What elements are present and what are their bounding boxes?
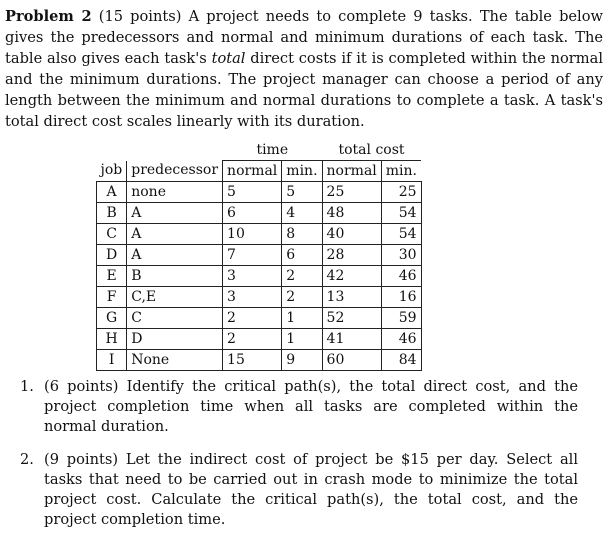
cell-predecessor: A [127,224,223,245]
task-table [96,140,422,371]
cell-time-min: 2 [282,287,322,308]
question-text: (9 points) Let the indirect cost of project be $15 per day. Select all tasks that need to be carried out in crash mode to minimize the total project cost. Calculate the critical path(s), the total cost, and the project completion time. [44,451,578,528]
cell-time-min: 6 [282,245,322,266]
cell-cost-normal: 28 [322,245,381,266]
header-cost-min: min. [381,161,421,182]
table-row [97,308,422,329]
table-group-header [97,140,422,161]
cell-time-normal: 7 [223,245,282,266]
problem-points: (15 points) [98,8,182,25]
problem-title: Problem 2 [5,8,92,25]
cell-job: B [97,203,127,224]
cell-cost-normal: 60 [322,350,381,371]
header-cost-normal: normal [322,161,381,182]
cell-time-normal: 2 [223,308,282,329]
cell-time-min: 9 [282,350,322,371]
cell-cost-min: 54 [381,224,421,245]
cell-job: G [97,308,127,329]
header-cost-group: total cost [322,140,421,161]
table-row [97,329,422,350]
table-row [97,245,422,266]
cell-cost-min: 54 [381,203,421,224]
cell-job: A [97,182,127,203]
problem-text-2: direct costs if it is completed within the normal and the minimum durations. The project manager can choose a period of any length between the minimum and normal durations to complete a task. A task's total direct cost scales linearly with its duration. [5,50,603,130]
cell-cost-min: 84 [381,350,421,371]
table-row [97,203,422,224]
table-column-header [97,161,422,182]
cell-time-normal: 15 [223,350,282,371]
table-row [97,266,422,287]
table-row [97,224,422,245]
header-job: job [97,161,127,182]
header-predecessor: predecessor [127,161,223,182]
table-row [97,182,422,203]
cell-job: H [97,329,127,350]
question-list [20,377,578,543]
cell-cost-min: 46 [381,329,421,350]
cell-time-normal: 5 [223,182,282,203]
problem-text-1: A project needs to complete 9 tasks. The table below gives the predecessors and normal and minimum durations of each task. The table also gives each task's [5,8,604,67]
cell-predecessor: B [127,266,223,287]
cell-time-min: 1 [282,308,322,329]
cell-time-min: 2 [282,266,322,287]
problem-statement [5,6,603,132]
cell-cost-min: 30 [381,245,421,266]
header-time-normal: normal [223,161,282,182]
question-item [20,377,578,437]
table-row [97,350,422,371]
question-item [20,450,578,530]
cell-cost-min: 46 [381,266,421,287]
header-time-min: min. [282,161,322,182]
cell-predecessor: C [127,308,223,329]
cell-job: F [97,287,127,308]
cell-time-min: 1 [282,329,322,350]
cell-job: E [97,266,127,287]
cell-job: I [97,350,127,371]
cell-time-normal: 3 [223,287,282,308]
cell-predecessor: C,E [127,287,223,308]
cell-time-normal: 6 [223,203,282,224]
cell-time-min: 8 [282,224,322,245]
question-number: 1. [20,378,34,395]
cell-cost-normal: 41 [322,329,381,350]
cell-cost-min: 16 [381,287,421,308]
cell-cost-normal: 52 [322,308,381,329]
question-number: 2. [20,451,34,468]
cell-predecessor: None [127,350,223,371]
cell-predecessor: none [127,182,223,203]
cell-predecessor: D [127,329,223,350]
cell-time-min: 4 [282,203,322,224]
cell-cost-normal: 25 [322,182,381,203]
cell-cost-min: 59 [381,308,421,329]
cell-time-normal: 3 [223,266,282,287]
cell-predecessor: A [127,245,223,266]
header-time-group: time [223,140,322,161]
cell-cost-normal: 13 [322,287,381,308]
table-row [97,287,422,308]
cell-cost-normal: 40 [322,224,381,245]
cell-cost-normal: 48 [322,203,381,224]
problem-text-emphasis: total [211,50,246,67]
cell-predecessor: A [127,203,223,224]
cell-cost-normal: 42 [322,266,381,287]
cell-time-min: 5 [282,182,322,203]
cell-cost-min: 25 [381,182,421,203]
cell-time-normal: 10 [223,224,282,245]
cell-job: D [97,245,127,266]
cell-job: C [97,224,127,245]
question-text: (6 points) Identify the critical path(s), the total direct cost, and the project completion time when all tasks are completed within the normal duration. [44,378,578,435]
cell-time-normal: 2 [223,329,282,350]
